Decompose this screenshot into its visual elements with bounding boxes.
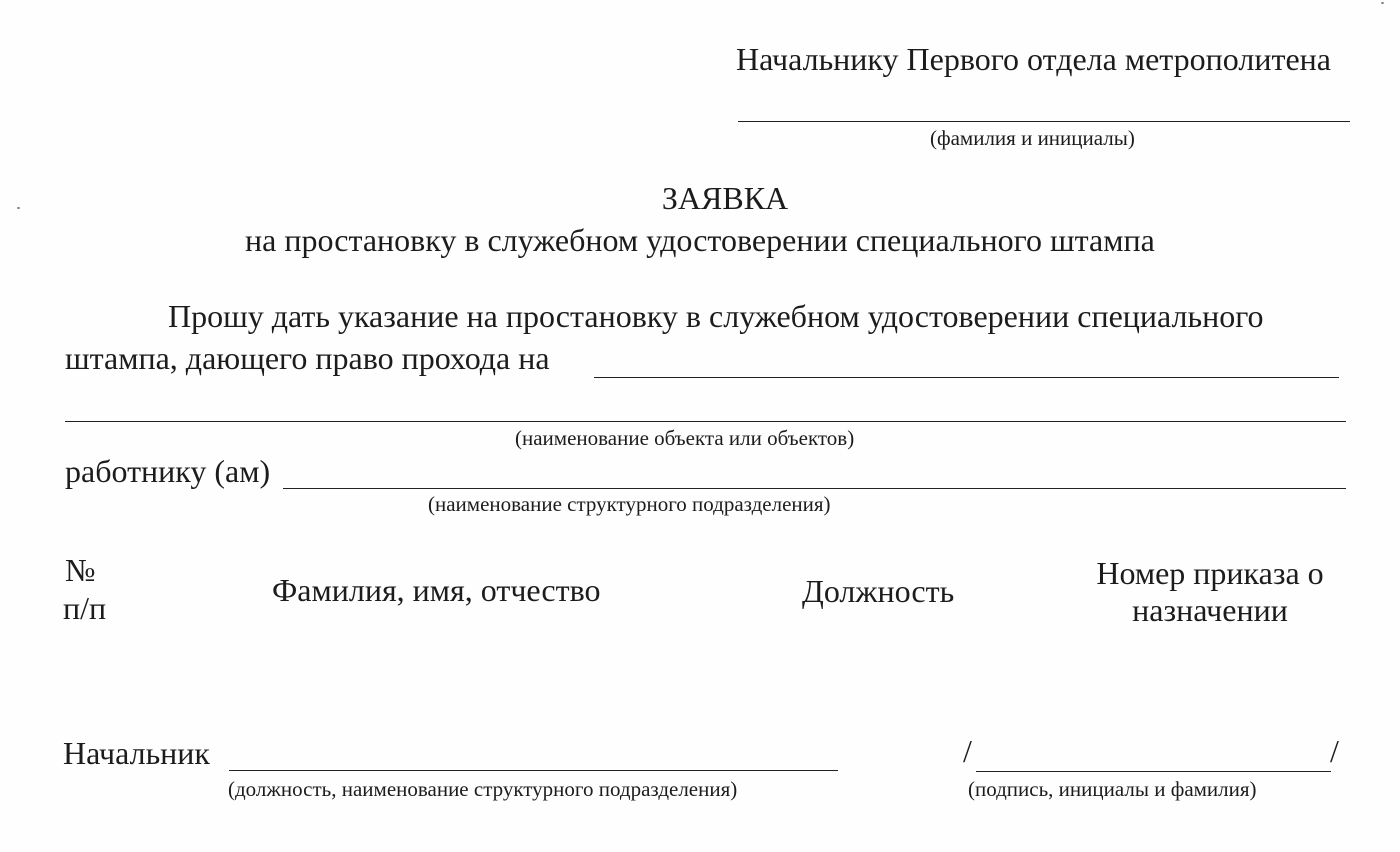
col-order-header-line2: назначении <box>1132 592 1288 628</box>
chief-position-line[interactable] <box>229 770 838 771</box>
department-name-line[interactable] <box>283 488 1346 489</box>
object-name-line[interactable] <box>594 377 1339 378</box>
object-name-line-2[interactable] <box>65 421 1346 422</box>
request-text-line2: штампа, дающего право прохода на <box>65 340 550 376</box>
scan-speck <box>17 207 20 209</box>
document-title: ЗАЯВКА <box>661 180 789 216</box>
scan-speck <box>1381 2 1384 4</box>
signature-slash-left: / <box>963 733 972 769</box>
chief-label: Начальник <box>63 735 210 771</box>
worker-label: работнику (ам) <box>65 453 271 489</box>
addressee-name-line[interactable] <box>738 121 1350 122</box>
signature-line[interactable] <box>976 771 1331 772</box>
col-order-header-line1: Номер приказа о <box>1096 555 1324 591</box>
col-number-header-line2: п/п <box>63 590 107 626</box>
signature-slash-right: / <box>1330 733 1339 769</box>
department-caption: (наименование структурного подразделения) <box>428 492 831 516</box>
addressee-caption: (фамилия и инициалы) <box>930 126 1135 150</box>
signature-caption: (подпись, инициалы и фамилия) <box>968 777 1257 801</box>
chief-caption: (должность, наименование структурного подразделения) <box>228 777 738 801</box>
col-position-header: Должность <box>802 573 955 609</box>
addressee-title: Начальнику Первого отдела метрополитена <box>736 41 1331 77</box>
document-subtitle: на простановку в служебном удостоверении специального штампа <box>245 222 1155 258</box>
col-number-header-line1: № <box>65 552 96 588</box>
request-text-line1: Прошу дать указание на простановку в служебном удостоверении специального <box>168 298 1264 334</box>
object-caption: (наименование объекта или объектов) <box>515 426 855 450</box>
col-name-header: Фамилия, имя, отчество <box>272 572 601 608</box>
